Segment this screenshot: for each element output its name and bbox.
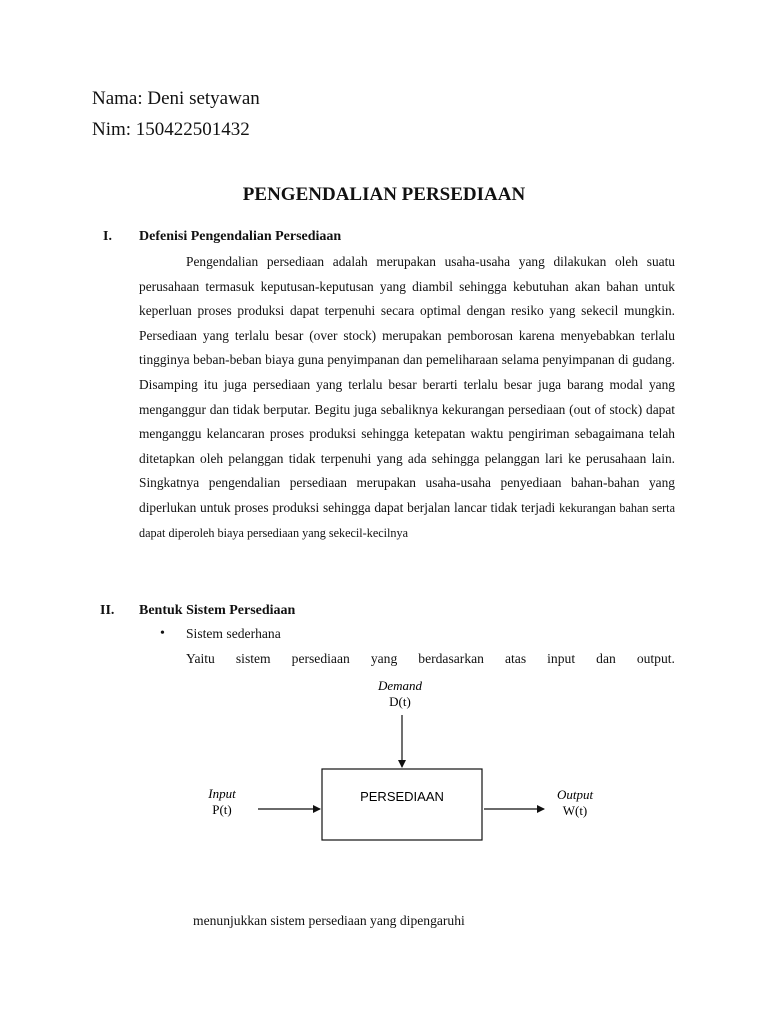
document-title: PENGENDALIAN PERSEDIAAN (242, 184, 526, 205)
description-word: Yaitu (186, 651, 215, 666)
input-symbol: P(t) (212, 802, 232, 817)
bullet-item-text: Sistem sederhana (186, 626, 281, 641)
paragraph-tail-text: kekurangan bahan serta dapat diperoleh biaya persediaan yang sekecil-kecilnya (139, 500, 675, 540)
description-word: input (547, 651, 576, 666)
output-symbol: W(t) (562, 803, 588, 818)
paragraph-main-text: Pengendalian persediaan adalah merupakan usaha-usaha yang dilakukan oleh suatu perusahaan termasuk keputusan-keputusan yang diambil sehingga kebutuhan akan bahan untuk keperluan proses produksi dapat terpenuhi secara optimal dengan resiko yang sekecil mungkin. Persediaan yang terlalu besar (over stock) merupakan pemborosan karena menyebabkan terlalu tingginya beban-beban biaya guna penyimpanan dan pemeliharaan selama penyimpanan di gudang. Disamping itu juga persediaan yang terlalu besar berarti terlalu besar juga barang modal yang menganggur dan tidak berputar. Begitu juga sebaliknya kekurangan persediaan (out of stock) dapat menganggu kelancaran proses produksi sehingga ketepatan waktu pengiriman sebagaimana telah ditetapkan oleh pelanggan tidak terpenuhi yang ada sehingga pelanggan lari ke perusahaan lain. Singkatnya pengendalian persediaan merupakan usaha-usaha penyediaan bahan-bahan yang diperlukan untuk proses produksi sehingga dapat berjalan lancar tidak terjadi (139, 254, 675, 515)
description-word: atas (504, 651, 527, 666)
section-heading: Defenisi Pengendalian Persediaan (139, 229, 342, 244)
description-word: berdasarkan (418, 651, 484, 666)
persediaan-box (322, 769, 482, 840)
description-word: yang (370, 651, 398, 666)
student-nim: Nim: 150422501432 (92, 119, 250, 140)
student-name: Nama: Deni setyawan (92, 88, 260, 109)
persediaan-box-label: PERSEDIAAN (360, 789, 444, 804)
bullet-marker: • (160, 626, 165, 641)
description-word: sistem (235, 651, 271, 666)
diagram-caption: menunjukkan sistem persediaan yang dipengaruhi (193, 913, 465, 928)
description-word: dan (596, 651, 616, 666)
output-label: Output (556, 787, 594, 802)
section-number: I. (103, 229, 112, 244)
demand-symbol: D(t) (389, 694, 411, 709)
section-heading: Bentuk Sistem Persediaan (139, 603, 296, 618)
section-number: II. (100, 603, 115, 618)
description-word: output. (636, 651, 675, 666)
input-label: Input (208, 786, 236, 801)
description-word: persediaan (291, 651, 350, 666)
demand-label: Demand (377, 678, 423, 693)
